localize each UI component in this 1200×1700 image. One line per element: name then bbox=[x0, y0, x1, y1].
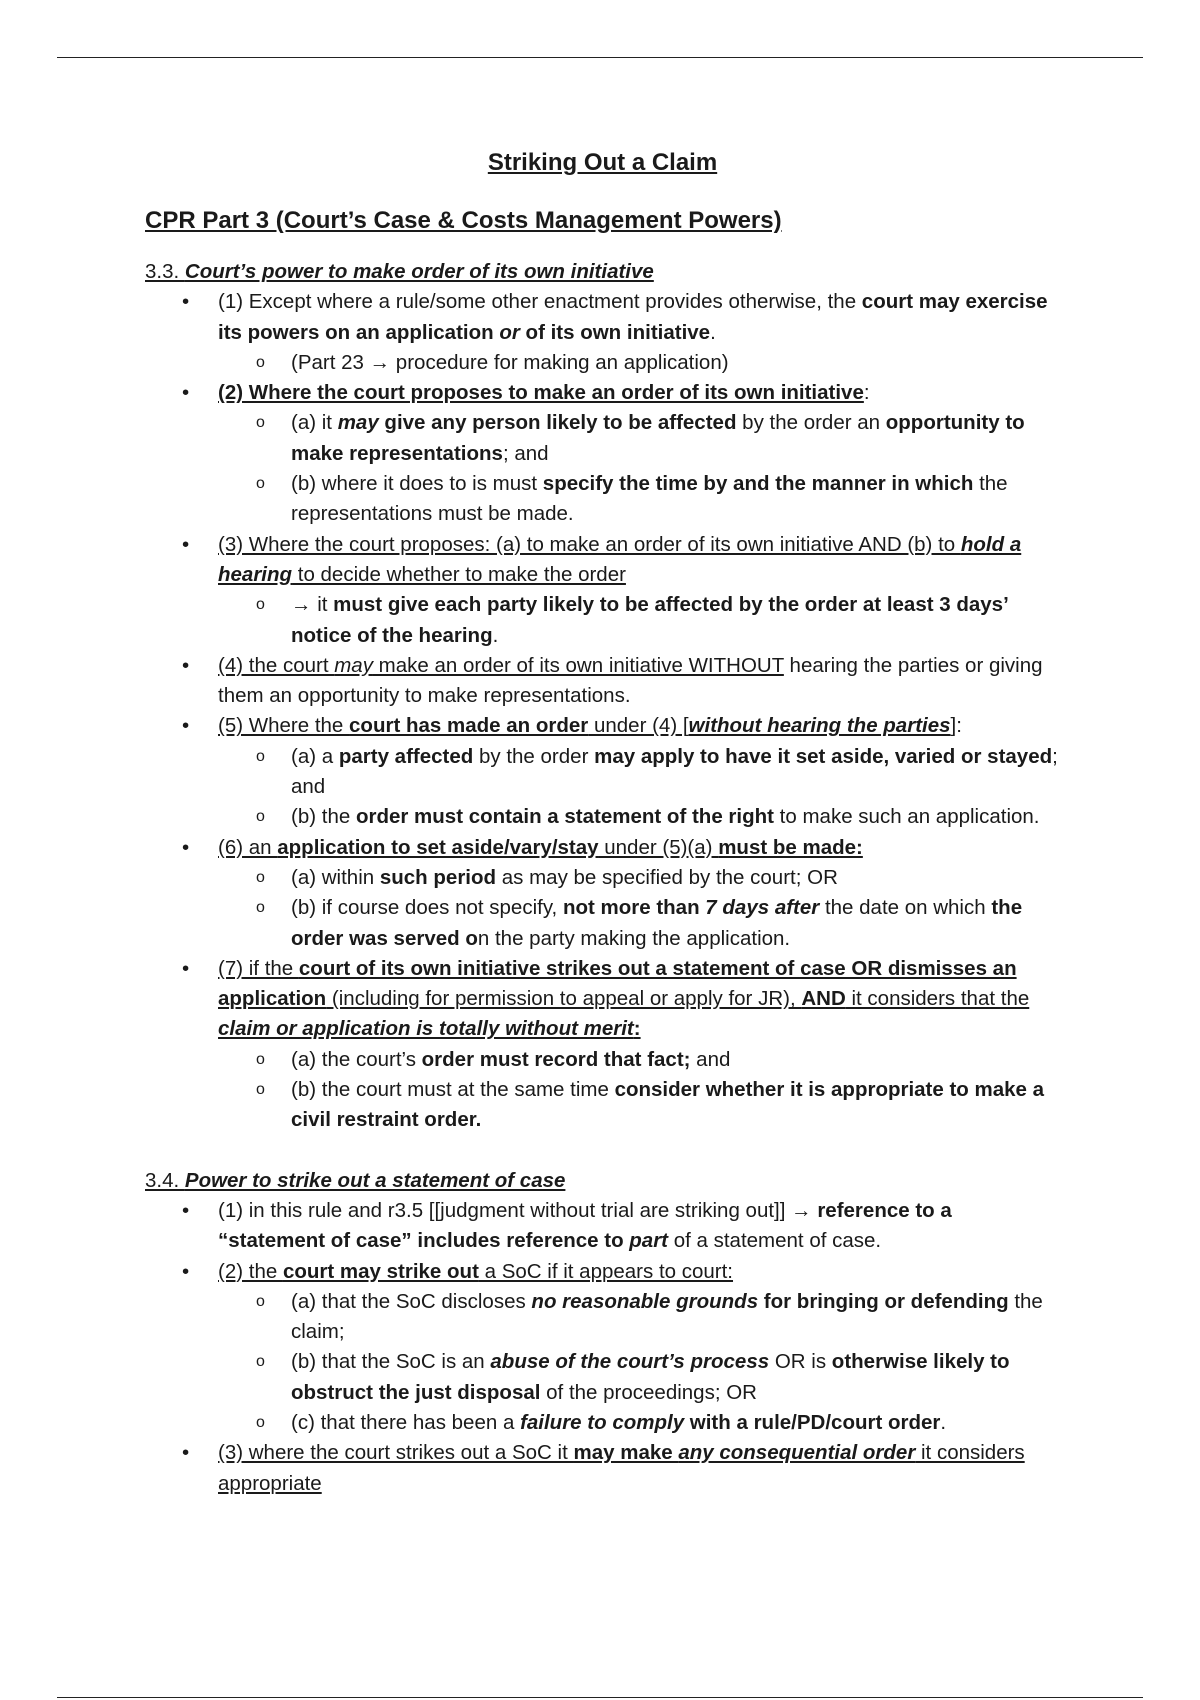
text: → it bbox=[291, 593, 334, 617]
text: of a statement of case. bbox=[668, 1229, 882, 1253]
text: ; and bbox=[502, 441, 549, 465]
list-item bbox=[145, 1438, 1060, 1499]
text: hearing the parties or giving them an opportunity to make representations. bbox=[218, 653, 1043, 708]
sub-list bbox=[218, 863, 1060, 954]
rule-name: Court’s power to make order of its own initiative bbox=[184, 260, 654, 283]
text-underlined: (2) the bbox=[218, 1259, 283, 1283]
text-italic: may bbox=[334, 653, 373, 677]
text-bold-underlined: (2) Where the court proposes to make an order of its own initiative bbox=[218, 381, 864, 405]
text-underlined: a SoC if it appears to court: bbox=[478, 1259, 734, 1283]
sub-list bbox=[218, 348, 1060, 378]
sub-list-item bbox=[218, 469, 1060, 530]
footer-rule bbox=[57, 1697, 1143, 1698]
sub-list-item bbox=[218, 590, 1060, 651]
sub-list-item bbox=[218, 1287, 1060, 1348]
text: . bbox=[710, 320, 716, 344]
rule-3-3-heading bbox=[145, 257, 1060, 287]
text-bold-italic: abuse of the court’s process bbox=[490, 1350, 770, 1374]
text: and bbox=[690, 1047, 731, 1071]
text-underlined: (4) the court bbox=[218, 653, 335, 677]
text: (b) where it does to is must bbox=[291, 472, 543, 496]
sub-list-item bbox=[218, 863, 1060, 893]
list-item bbox=[145, 530, 1060, 651]
text-bold: opportunity to make representations bbox=[291, 411, 1025, 465]
text: by the order an bbox=[736, 411, 886, 435]
text-bold-italic: may bbox=[337, 411, 379, 435]
text-bold: of its own initiative bbox=[519, 320, 711, 344]
text-bold-italic: failure to comply bbox=[520, 1410, 685, 1434]
text: (1) in this rule and r3.5 [[judgment without trial are striking out]] → bbox=[218, 1198, 818, 1222]
text-underlined: ] bbox=[950, 714, 957, 738]
text-bold-underlined: : bbox=[633, 1017, 641, 1041]
text-bold: order must contain a statement of the right bbox=[355, 805, 774, 829]
header-rule bbox=[57, 57, 1143, 58]
rule-number: 3.4. bbox=[145, 1168, 185, 1192]
text-bold: reference to a “statement of case” includes reference to bbox=[218, 1198, 952, 1253]
text: (a) the court’s bbox=[291, 1047, 422, 1071]
text-bold-underlined: court of its own initiative strikes out a statement of case OR dismisses an application bbox=[218, 956, 1017, 1011]
list-item bbox=[145, 651, 1060, 712]
sub-list-item bbox=[218, 1347, 1060, 1408]
text-underlined: (3) Where the court proposes: (a) to make an order of its own initiative AND (b) to bbox=[218, 532, 961, 556]
sub-list bbox=[218, 590, 1060, 651]
text-bold-italic: hold a hearing bbox=[218, 532, 1022, 586]
text-bold: party affected bbox=[338, 744, 474, 768]
sub-list bbox=[218, 1045, 1060, 1136]
text-underlined: to decide whether to make the order bbox=[292, 562, 626, 586]
rule-3-4-list bbox=[145, 1196, 1060, 1499]
text-bold: the order was served o bbox=[291, 896, 1023, 950]
rule-name: Power to strike out a statement of case bbox=[184, 1168, 566, 1192]
text: by the order bbox=[473, 744, 595, 768]
part-heading: CPR Part 3 (Court’s Case & Costs Management Powers) bbox=[145, 207, 782, 234]
text-underlined: (7) if the bbox=[218, 956, 299, 980]
text-bold: give any person likely to be affected bbox=[378, 411, 737, 435]
text-bold: must give each party likely to be affected by the order at least 3 days’ notice of the hearing bbox=[291, 593, 1008, 647]
text-underlined: it considers that the bbox=[845, 987, 1030, 1011]
text-bold-italic: part bbox=[629, 1229, 669, 1253]
text-bold: may apply to have it set aside, varied or stayed bbox=[594, 744, 1053, 768]
text-bold-italic: no reasonable grounds bbox=[531, 1289, 759, 1313]
text: (a) that the SoC discloses bbox=[291, 1289, 532, 1313]
text: (Part 23 → procedure for making an application) bbox=[291, 350, 729, 374]
sub-list-item bbox=[218, 893, 1060, 954]
text: . bbox=[940, 1410, 947, 1434]
sub-list-item bbox=[218, 742, 1060, 803]
text: (b) that the SoC is an bbox=[291, 1350, 491, 1374]
text-bold: not more than bbox=[562, 896, 706, 920]
text: the date on which bbox=[819, 896, 992, 920]
text-bold-italic: without hearing the parties bbox=[688, 714, 951, 738]
text: as may be specified by the court; OR bbox=[496, 865, 838, 889]
text-bold: with a rule/PD/court order bbox=[684, 1410, 941, 1434]
text: n the party making the application. bbox=[477, 926, 791, 950]
text: the representations must be made. bbox=[291, 472, 1008, 526]
text-underlined: (6) an bbox=[218, 835, 278, 859]
text-bold-underlined: application to set aside/vary/stay bbox=[277, 835, 599, 859]
text: the claim; bbox=[291, 1289, 1043, 1344]
sub-list-item bbox=[218, 348, 1060, 378]
list-item bbox=[145, 711, 1060, 832]
text-bold: order must record that fact; bbox=[421, 1047, 691, 1071]
text: of the proceedings; OR bbox=[540, 1380, 757, 1404]
text-bold-underlined: AND bbox=[801, 987, 846, 1011]
list-item bbox=[145, 833, 1060, 954]
text-bold: for bringing or defending bbox=[758, 1289, 1009, 1313]
text-bold-underlined: court has made an order bbox=[349, 714, 589, 738]
text: (a) it bbox=[291, 411, 338, 435]
sub-list-item bbox=[218, 408, 1060, 469]
text: : bbox=[956, 714, 962, 738]
rule-number: 3.3. bbox=[145, 260, 185, 283]
text-bold: specify the time by and the manner in which bbox=[542, 472, 974, 496]
text: OR is bbox=[769, 1350, 832, 1374]
text: (a) a bbox=[291, 744, 339, 768]
text-bold-underlined: may make bbox=[573, 1441, 679, 1465]
rule-3-4-heading bbox=[145, 1166, 1060, 1196]
text: (a) within bbox=[291, 865, 380, 889]
rule-3-3-list bbox=[145, 287, 1060, 1135]
text-bold: otherwise likely to obstruct the just disposal bbox=[291, 1350, 1010, 1404]
text-underlined: it considers appropriate bbox=[218, 1441, 1025, 1495]
text: (b) the bbox=[291, 805, 356, 829]
text-bold: consider whether it is appropriate to make a civil restraint order. bbox=[291, 1078, 1045, 1132]
text-bold-italic: 7 days after bbox=[705, 896, 820, 920]
sub-list-item bbox=[218, 1075, 1060, 1136]
text-bold: court may exercise its powers on an application bbox=[218, 290, 1048, 344]
list-item bbox=[145, 287, 1060, 378]
text-bold-underlined: court may strike out bbox=[282, 1259, 479, 1283]
document-title: Striking Out a Claim bbox=[487, 149, 718, 176]
spacer bbox=[145, 1136, 1060, 1166]
text-bold-italic: any consequential order bbox=[678, 1441, 916, 1465]
text: ; and bbox=[291, 744, 1058, 799]
sub-list-item bbox=[218, 1045, 1060, 1075]
text: (b) if course does not specify, bbox=[291, 896, 563, 920]
text-bold-underlined: must be made: bbox=[718, 835, 863, 859]
text-underlined: under (5)(a) bbox=[598, 835, 719, 859]
text-underlined: (3) where the court strikes out a SoC it bbox=[218, 1441, 574, 1465]
list-item bbox=[145, 1257, 1060, 1439]
text-underlined: make an order of its own initiative WITHOUT bbox=[372, 653, 784, 677]
text-underlined: (including for permission to appeal or apply for JR), bbox=[326, 987, 802, 1011]
list-item bbox=[145, 1196, 1060, 1257]
sub-list bbox=[218, 408, 1060, 529]
text-bold-italic: or bbox=[499, 320, 520, 344]
sub-list-item bbox=[218, 802, 1060, 832]
list-item bbox=[145, 954, 1060, 1136]
text: (b) the court must at the same time bbox=[291, 1078, 615, 1102]
text-underlined: (5) Where the bbox=[218, 714, 350, 738]
text: . bbox=[492, 623, 499, 647]
text: : bbox=[863, 381, 870, 405]
sub-list bbox=[218, 1287, 1060, 1438]
sub-list bbox=[218, 742, 1060, 833]
text: (c) that there has been a bbox=[291, 1410, 521, 1434]
text-bold: such period bbox=[379, 865, 497, 889]
text: (1) Except where a rule/some other enactment provides otherwise, the bbox=[218, 290, 862, 314]
list-item bbox=[145, 378, 1060, 529]
text: to make such an application. bbox=[773, 805, 1040, 829]
sub-list-item bbox=[218, 1408, 1060, 1438]
text-bold-italic: claim or application is totally without merit bbox=[218, 1017, 634, 1041]
text-underlined: under (4) [ bbox=[588, 714, 689, 738]
document-page bbox=[145, 145, 1060, 1499]
